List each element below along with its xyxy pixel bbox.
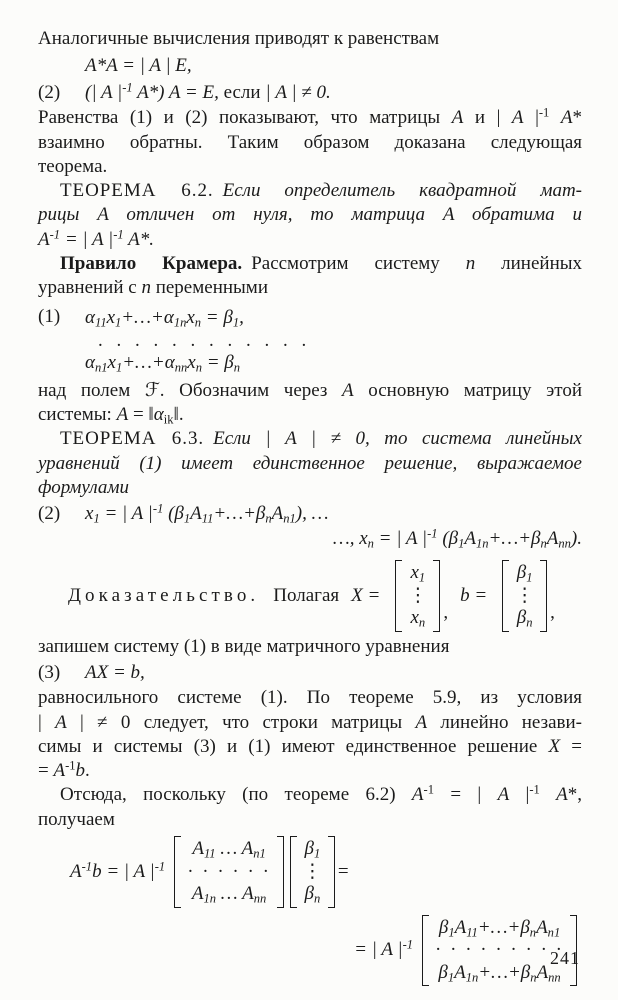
equation-2-row [38,501,582,526]
vertical-dots: ⋮ [408,584,428,606]
equation-system-1 [38,306,582,375]
matrix-entry: $\beta_1$ [516,562,533,585]
proof-word: Доказательство. [68,585,260,607]
theorem-6-2-statement: Если определитель квадратной мат- [222,180,583,202]
matrix-entry: $\beta_n$ [516,607,533,630]
matrix-entry: $A_{11}$ … $A_{n1}$ [192,838,266,861]
matrix-entry: $\beta_1A_{1n}+\dots+\beta_nA_{nn}$ [438,961,561,985]
paragraph-line: | A | ≠ 0 следует, что строки матрицы A линейно незави- [38,711,583,733]
matrix-rows [509,560,540,632]
paragraph-line: взаимно обратны. Таким образом доказана следующая [38,131,582,153]
equation-2-top-body: (| A $|^{-1}$ A*) A = E, если | A | ≠ 0. [85,81,331,104]
equation-3-row [38,660,582,685]
theorem-6-3-line: формулами [38,476,129,498]
vector-x-lead: X = [351,585,381,607]
paragraph-line: = $A^{-1}b$. [38,758,90,782]
matrix-entry: $\beta_n$ [304,883,321,906]
equation-label: (3) [38,662,61,684]
matrix-rows [429,915,570,987]
intro-line: Аналогичные вычисления приводят к равенствам [38,28,440,49]
equation-2-line-1: $x_1$ = | A $|^{-1}$ $(\beta_1A_{11}+\dots+\beta_nA_{n1})$, … [85,501,329,526]
equation-label: (2) [38,82,61,104]
paragraph-line: запишем систему (1) в виде матричного уравнения [38,635,450,657]
paragraph-line: Равенства (1) и (2) показывают, что матрицы A и | A $|^{-1}$ A* [38,106,582,129]
column-vector-x [395,560,440,632]
paragraph-line: симы и системы (3) и (1) имеют единственное решение X = [38,735,582,757]
paragraph-line: равносильного системе (1). По теореме 5.9, из условия [38,687,582,709]
cramer-rule-heading: Правило Крамера. [60,253,243,275]
system-equations [85,306,311,375]
column-vector-b [290,836,335,908]
matrix-entry: $x_1$ [410,562,426,585]
comma: , [550,601,555,623]
column-vector-b [502,560,547,632]
bracket-right [433,560,440,632]
system-dots-row: . . . . . . . . . . . . [98,329,311,351]
theorem-6-3-heading: ТЕОРЕМА 6.3. [60,428,205,450]
theorem-6-2-line: рицы A отличен от нуля, то матрица A обратима и [38,204,582,226]
vector-b-lead: b = [460,585,488,607]
theorem-6-3-first-line [38,427,582,451]
theorem-6-2-first-line [38,179,582,203]
equation-adjugate: A*A = | A | E, [85,55,192,77]
paragraph-line: Отсюда, поскольку (по теореме 6.2) $A^{-1}$ = | A $|^{-1}$ A*, [60,783,582,806]
matrix-rows [297,836,328,908]
equation-3-body: AX = b, [85,662,145,684]
bracket-right [277,836,284,908]
matrix-equation-1 [38,836,582,908]
paragraph-line: получаем [38,808,115,830]
horizontal-dots: · · · · · · · · · [435,939,564,961]
equation-label: (1) [38,305,61,327]
bracket-left [290,836,297,908]
bracket-left [422,915,429,987]
paragraph-line: системы: $A = ‖\alpha_{ik}‖$. [38,403,184,427]
matrix-entry: $x_n$ [410,607,426,630]
horizontal-dots: · · · · · · [187,860,271,882]
cramer-rule-text: Рассмотрим систему n линейных [251,253,583,275]
theorem-6-3-statement: Если | A | ≠ 0, то система линейных [213,428,582,450]
theorem-6-2-heading: ТЕОРЕМА 6.2. [60,180,214,202]
system-row-1: $\alpha_{11}x_1+\dots+\alpha_{1n}x_n = \beta_1$, [85,306,244,330]
equation-label: (2) [38,503,61,525]
matrix-equation-2-lead: = | A $|^{-1}$ [354,938,414,961]
vertical-dots: ⋮ [302,860,322,882]
equation-2-top-row [38,80,582,105]
bracket-left [174,836,181,908]
cramer-rule-line: уравнений с n переменными [38,277,268,299]
equals-sign: = [337,860,349,882]
matrix-entry: $\beta_1$ [304,838,321,861]
theorem-6-3-line: уравнений (1) имеет единственное решение, выражаемое [38,452,582,474]
bracket-right [540,560,547,632]
page-number: 241 [550,948,580,968]
paragraph-line: теорема. [38,155,108,177]
proof-text: Полагая [273,585,340,607]
bracket-left [502,560,509,632]
matrix-rows [181,836,277,908]
comma: , [443,601,449,623]
bracket-right [328,836,335,908]
cramer-rule-first-line [38,252,582,276]
proof-line [38,560,582,632]
equation-2-line-2: …, $x_n$ = | A $|^{-1}$ $(\beta_1A_{1n}+\dots+\beta_nA_{nn})$. [332,526,582,551]
paragraph-line: над полем ℱ. Обозначим через A основную матрицу этой [38,379,582,401]
matrix-entry: $A_{1n}$ … $A_{nn}$ [191,883,267,906]
bracket-left [395,560,402,632]
matrix-equation-1-lead: $A^{-1}b$ = | A $|^{-1}$ [70,859,166,882]
matrix-rows [402,560,433,632]
matrix-entry: $\beta_1A_{11}+\dots+\beta_nA_{n1}$ [438,916,561,940]
system-row-n: $\alpha_{n1}x_1+\dots+\alpha_{nn}x_n = \beta_n$ [85,351,241,375]
vertical-dots: ⋮ [515,584,535,606]
adjugate-matrix [174,836,284,908]
matrix-equation-2 [38,915,582,987]
theorem-6-2-formula: $A^{-1}$ = | A $|^{-1}$ A*. [38,227,154,250]
